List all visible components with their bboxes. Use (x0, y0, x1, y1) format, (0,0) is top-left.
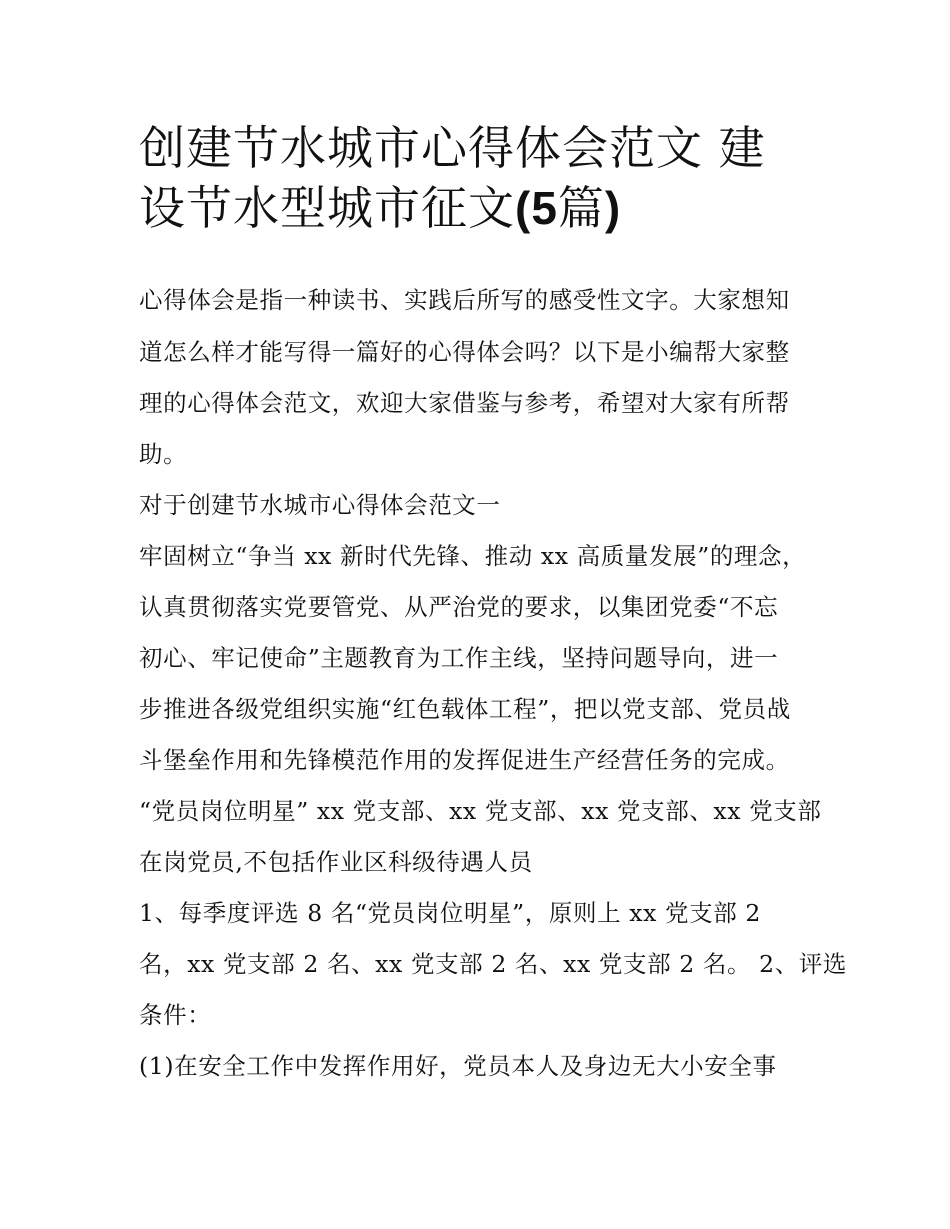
title-line-2-chars: 篇 (557, 181, 605, 235)
body-line: 在岗党员,不包括作业区科级待遇人员 (139, 848, 533, 876)
title-line-1: 创建节水城市心得体会范文 建 (139, 121, 766, 175)
body-line: 步推进各级党组织实施“红色载体工程”，把以党支部、党员战 (139, 695, 791, 723)
document-title (139, 118, 819, 238)
body-line: 理的心得体会范文，欢迎大家借鉴与参考，希望对大家有所帮 (139, 389, 790, 417)
body-line: 道怎么样才能写得一篇好的心得体会吗？以下是小编帮大家整 (139, 338, 790, 366)
body-line: 认真贯彻落实党要管党、从严治党的要求，以集团党委“不忘 (139, 593, 779, 621)
title-line-2: 设节水型城市征文 (139, 181, 515, 235)
body-line: 名，xx 党支部 2 名、xx 党支部 2 名、xx 党支部 2 名。 2、评选 (139, 950, 848, 978)
section-heading: 对于创建节水城市心得体会范文一 (139, 491, 501, 519)
body-line: 助。 (139, 440, 188, 468)
body-line: 牢固树立“争当 xx 新时代先锋、推动 xx 高质量发展”的理念， (139, 542, 807, 570)
body-line: 1、每季度评选 8 名“党员岗位明星”，原则上 xx 党支部 2 (139, 899, 761, 927)
body-line: “党员岗位明星” xx 党支部、xx 党支部、xx 党支部、xx 党支部 (139, 797, 822, 825)
body-line: 初心、牢记使命”主题教育为工作主线，坚持问题导向，进一 (139, 644, 779, 672)
title-line-2-paren-close: ) (604, 182, 622, 234)
body-line: 心得体会是指一种读书、实践后所写的感受性文字。大家想知 (139, 286, 790, 314)
body-line: 斗堡垒作用和先锋模范作用的发挥促进生产经营任务的完成。 (139, 746, 790, 774)
body-line: 条件： (139, 1001, 212, 1029)
title-line-2-paren-open: (5 (515, 182, 558, 234)
body-line: (1)在安全工作中发挥作用好，党员本人及身边无大小安全事 (139, 1052, 777, 1080)
